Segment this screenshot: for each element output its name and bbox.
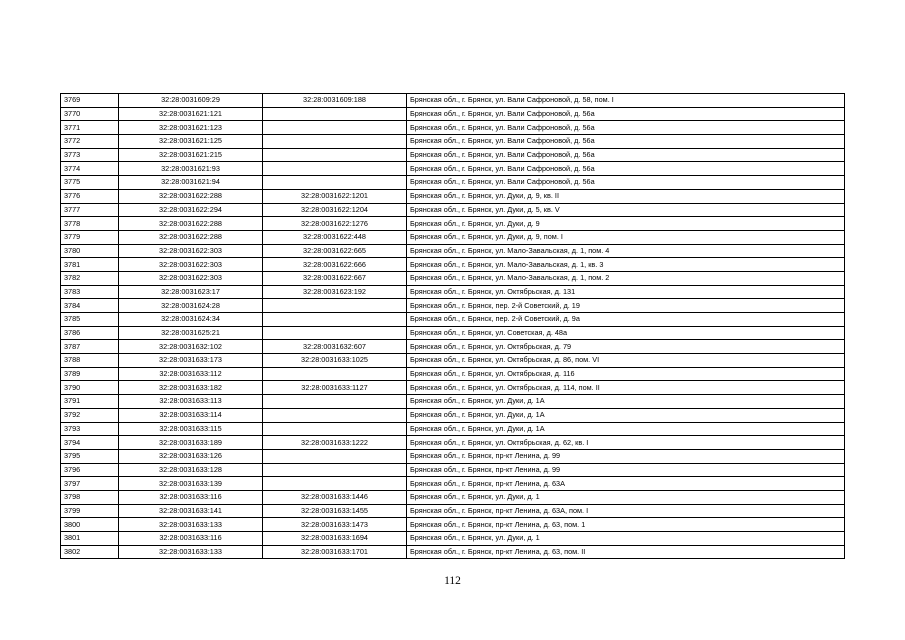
table-row [61, 477, 845, 491]
address-cell: Брянская обл., г. Брянск, пр-кт Ленина, д. 63А, пом. I [407, 504, 845, 518]
address-cell: Брянская обл., г. Брянск, ул. Вали Сафроновой, д. 56а [407, 148, 845, 162]
address-cell: Брянская обл., г. Брянск, ул. Дуки, д. 1А [407, 422, 845, 436]
cadastral-number-cell: 32:28:0031623:17 [119, 285, 263, 299]
row-number-cell: 3798 [61, 490, 119, 504]
table-row [61, 326, 845, 340]
table-row [61, 189, 845, 203]
cadastral-number-cell: 32:28:0031633:113 [119, 395, 263, 409]
parent-cadastral-number-cell: 32:28:0031622:1201 [263, 189, 407, 203]
row-number-cell: 3786 [61, 326, 119, 340]
address-cell: Брянская обл., г. Брянск, пр-кт Ленина, д. 63, пом. 1 [407, 518, 845, 532]
parent-cadastral-number-cell: 32:28:0031633:1701 [263, 545, 407, 559]
row-number-cell: 3788 [61, 354, 119, 368]
row-number-cell: 3783 [61, 285, 119, 299]
row-number-cell: 3782 [61, 271, 119, 285]
parent-cadastral-number-cell: 32:28:0031622:667 [263, 271, 407, 285]
cadastral-number-cell: 32:28:0031622:303 [119, 244, 263, 258]
parent-cadastral-number-cell: 32:28:0031633:1127 [263, 381, 407, 395]
table-row [61, 313, 845, 327]
parent-cadastral-number-cell [263, 449, 407, 463]
parent-cadastral-number-cell: 32:28:0031622:665 [263, 244, 407, 258]
address-cell: Брянская обл., г. Брянск, пр-кт Ленина, д. 99 [407, 463, 845, 477]
parent-cadastral-number-cell [263, 463, 407, 477]
parent-cadastral-number-cell: 32:28:0031633:1025 [263, 354, 407, 368]
address-cell: Брянская обл., г. Брянск, пер. 2-й Советский, д. 19 [407, 299, 845, 313]
parent-cadastral-number-cell: 32:28:0031622:666 [263, 258, 407, 272]
row-number-cell: 3781 [61, 258, 119, 272]
address-cell: Брянская обл., г. Брянск, ул. Вали Сафроновой, д. 56а [407, 107, 845, 121]
address-cell: Брянская обл., г. Брянск, пр-кт Ленина, д. 63, пом. II [407, 545, 845, 559]
row-number-cell: 3770 [61, 107, 119, 121]
page-number: 112 [444, 575, 461, 587]
table-row [61, 121, 845, 135]
cadastral-number-cell: 32:28:0031633:133 [119, 545, 263, 559]
table-row [61, 463, 845, 477]
cadastral-number-cell: 32:28:0031633:112 [119, 367, 263, 381]
parent-cadastral-number-cell [263, 367, 407, 381]
table-row [61, 299, 845, 313]
row-number-cell: 3794 [61, 436, 119, 450]
parent-cadastral-number-cell: 32:28:0031623:192 [263, 285, 407, 299]
address-cell: Брянская обл., г. Брянск, ул. Октябрьская, д. 79 [407, 340, 845, 354]
parent-cadastral-number-cell: 32:28:0031622:1204 [263, 203, 407, 217]
row-number-cell: 3785 [61, 313, 119, 327]
cadastral-number-cell: 32:28:0031621:93 [119, 162, 263, 176]
address-cell: Брянская обл., г. Брянск, ул. Вали Сафроновой, д. 56а [407, 135, 845, 149]
table-row [61, 408, 845, 422]
parent-cadastral-number-cell [263, 121, 407, 135]
parent-cadastral-number-cell: 32:28:0031622:1276 [263, 217, 407, 231]
row-number-cell: 3799 [61, 504, 119, 518]
table-row [61, 271, 845, 285]
parent-cadastral-number-cell [263, 313, 407, 327]
row-number-cell: 3801 [61, 532, 119, 546]
address-cell: Брянская обл., г. Брянск, ул. Октябрьская, д. 116 [407, 367, 845, 381]
row-number-cell: 3773 [61, 148, 119, 162]
parent-cadastral-number-cell: 32:28:0031633:1446 [263, 490, 407, 504]
parent-cadastral-number-cell: 32:28:0031633:1473 [263, 518, 407, 532]
parent-cadastral-number-cell [263, 395, 407, 409]
table-row [61, 545, 845, 559]
cadastral-number-cell: 32:28:0031621:123 [119, 121, 263, 135]
row-number-cell: 3795 [61, 449, 119, 463]
cadastral-number-cell: 32:28:0031633:115 [119, 422, 263, 436]
cadastral-number-cell: 32:28:0031621:125 [119, 135, 263, 149]
row-number-cell: 3780 [61, 244, 119, 258]
address-cell: Брянская обл., г. Брянск, ул. Дуки, д. 1А [407, 395, 845, 409]
cadastral-number-cell: 32:28:0031622:303 [119, 271, 263, 285]
row-number-cell: 3771 [61, 121, 119, 135]
address-cell: Брянская обл., г. Брянск, ул. Дуки, д. 1А [407, 408, 845, 422]
cadastral-number-cell: 32:28:0031621:215 [119, 148, 263, 162]
parent-cadastral-number-cell [263, 135, 407, 149]
table-row [61, 107, 845, 121]
address-cell: Брянская обл., г. Брянск, пр-кт Ленина, д. 99 [407, 449, 845, 463]
parent-cadastral-number-cell [263, 148, 407, 162]
row-number-cell: 3776 [61, 189, 119, 203]
address-cell: Брянская обл., г. Брянск, ул. Мало-Завальская, д. 1, пом. 2 [407, 271, 845, 285]
address-cell: Брянская обл., г. Брянск, ул. Мало-Завальская, д. 1, пом. 4 [407, 244, 845, 258]
table-row [61, 135, 845, 149]
cadastral-number-cell: 32:28:0031622:288 [119, 217, 263, 231]
parent-cadastral-number-cell [263, 162, 407, 176]
cadastral-number-cell: 32:28:0031622:288 [119, 189, 263, 203]
table-row [61, 340, 845, 354]
cadastral-number-cell: 32:28:0031622:288 [119, 230, 263, 244]
cadastral-number-cell: 32:28:0031633:133 [119, 518, 263, 532]
row-number-cell: 3790 [61, 381, 119, 395]
address-cell: Брянская обл., г. Брянск, ул. Дуки, д. 1 [407, 490, 845, 504]
table-row [61, 504, 845, 518]
parent-cadastral-number-cell: 32:28:0031632:607 [263, 340, 407, 354]
cadastral-number-cell: 32:28:0031633:189 [119, 436, 263, 450]
cadastral-number-cell: 32:28:0031633:182 [119, 381, 263, 395]
table-row [61, 354, 845, 368]
cadastral-number-cell: 32:28:0031621:121 [119, 107, 263, 121]
address-cell: Брянская обл., г. Брянск, ул. Дуки, д. 1 [407, 532, 845, 546]
table-row [61, 203, 845, 217]
parent-cadastral-number-cell: 32:28:0031609:188 [263, 94, 407, 108]
parent-cadastral-number-cell [263, 326, 407, 340]
cadastral-number-cell: 32:28:0031625:21 [119, 326, 263, 340]
cadastral-number-cell: 32:28:0031633:116 [119, 532, 263, 546]
row-number-cell: 3792 [61, 408, 119, 422]
parent-cadastral-number-cell: 32:28:0031633:1222 [263, 436, 407, 450]
address-cell: Брянская обл., г. Брянск, пер. 2-й Советский, д. 9а [407, 313, 845, 327]
table-row [61, 395, 845, 409]
address-cell: Брянская обл., г. Брянск, ул. Мало-Завальская, д. 1, кв. 3 [407, 258, 845, 272]
table-body [61, 94, 845, 559]
parent-cadastral-number-cell [263, 408, 407, 422]
row-number-cell: 3775 [61, 176, 119, 190]
table-row [61, 518, 845, 532]
row-number-cell: 3793 [61, 422, 119, 436]
row-number-cell: 3796 [61, 463, 119, 477]
row-number-cell: 3778 [61, 217, 119, 231]
table-row [61, 532, 845, 546]
cadastral-number-cell: 32:28:0031633:126 [119, 449, 263, 463]
address-cell: Брянская обл., г. Брянск, ул. Советская, д. 48а [407, 326, 845, 340]
address-cell: Брянская обл., г. Брянск, пр-кт Ленина, д. 63А [407, 477, 845, 491]
cadastral-number-cell: 32:28:0031633:128 [119, 463, 263, 477]
parent-cadastral-number-cell [263, 107, 407, 121]
parent-cadastral-number-cell [263, 299, 407, 313]
cadastral-number-cell: 32:28:0031609:29 [119, 94, 263, 108]
row-number-cell: 3802 [61, 545, 119, 559]
address-cell: Брянская обл., г. Брянск, ул. Октябрьская, д. 131 [407, 285, 845, 299]
address-cell: Брянская обл., г. Брянск, ул. Октябрьская, д. 86, пом. VI [407, 354, 845, 368]
table-row [61, 381, 845, 395]
row-number-cell: 3774 [61, 162, 119, 176]
parent-cadastral-number-cell [263, 477, 407, 491]
row-number-cell: 3772 [61, 135, 119, 149]
table-row [61, 94, 845, 108]
table-row [61, 217, 845, 231]
parent-cadastral-number-cell: 32:28:0031622:448 [263, 230, 407, 244]
cadastral-number-cell: 32:28:0031633:141 [119, 504, 263, 518]
row-number-cell: 3791 [61, 395, 119, 409]
table-row [61, 176, 845, 190]
parent-cadastral-number-cell [263, 176, 407, 190]
cadastral-number-cell: 32:28:0031621:94 [119, 176, 263, 190]
row-number-cell: 3800 [61, 518, 119, 532]
address-cell: Брянская обл., г. Брянск, ул. Вали Сафроновой, д. 56а [407, 121, 845, 135]
address-cell: Брянская обл., г. Брянск, ул. Дуки, д. 9, пом. I [407, 230, 845, 244]
row-number-cell: 3784 [61, 299, 119, 313]
parent-cadastral-number-cell [263, 422, 407, 436]
table-row [61, 258, 845, 272]
parent-cadastral-number-cell: 32:28:0031633:1694 [263, 532, 407, 546]
address-cell: Брянская обл., г. Брянск, ул. Дуки, д. 9 [407, 217, 845, 231]
row-number-cell: 3777 [61, 203, 119, 217]
cadastral-number-cell: 32:28:0031624:34 [119, 313, 263, 327]
cadastral-number-cell: 32:28:0031622:303 [119, 258, 263, 272]
address-cell: Брянская обл., г. Брянск, ул. Дуки, д. 9, кв. II [407, 189, 845, 203]
cadastral-number-cell: 32:28:0031624:28 [119, 299, 263, 313]
cadastral-number-cell: 32:28:0031632:102 [119, 340, 263, 354]
table-row [61, 422, 845, 436]
row-number-cell: 3787 [61, 340, 119, 354]
row-number-cell: 3797 [61, 477, 119, 491]
address-cell: Брянская обл., г. Брянск, ул. Вали Сафроновой, д. 56а [407, 176, 845, 190]
table-row [61, 148, 845, 162]
cadastral-number-cell: 32:28:0031633:173 [119, 354, 263, 368]
row-number-cell: 3789 [61, 367, 119, 381]
address-cell: Брянская обл., г. Брянск, ул. Дуки, д. 5, кв. V [407, 203, 845, 217]
table-row [61, 449, 845, 463]
cadastral-number-cell: 32:28:0031633:116 [119, 490, 263, 504]
table-row [61, 490, 845, 504]
table-row [61, 436, 845, 450]
cadastral-number-cell: 32:28:0031622:294 [119, 203, 263, 217]
parent-cadastral-number-cell: 32:28:0031633:1455 [263, 504, 407, 518]
row-number-cell: 3779 [61, 230, 119, 244]
table-row [61, 285, 845, 299]
table-row [61, 230, 845, 244]
cadastral-number-cell: 32:28:0031633:114 [119, 408, 263, 422]
address-cell: Брянская обл., г. Брянск, ул. Октябрьская, д. 62, кв. I [407, 436, 845, 450]
cadastral-table [60, 93, 845, 559]
table-row [61, 162, 845, 176]
address-cell: Брянская обл., г. Брянск, ул. Вали Сафроновой, д. 56а [407, 162, 845, 176]
table-row [61, 244, 845, 258]
cadastral-number-cell: 32:28:0031633:139 [119, 477, 263, 491]
address-cell: Брянская обл., г. Брянск, ул. Вали Сафроновой, д. 58, пом. I [407, 94, 845, 108]
row-number-cell: 3769 [61, 94, 119, 108]
address-cell: Брянская обл., г. Брянск, ул. Октябрьская, д. 114, пом. II [407, 381, 845, 395]
table-row [61, 367, 845, 381]
